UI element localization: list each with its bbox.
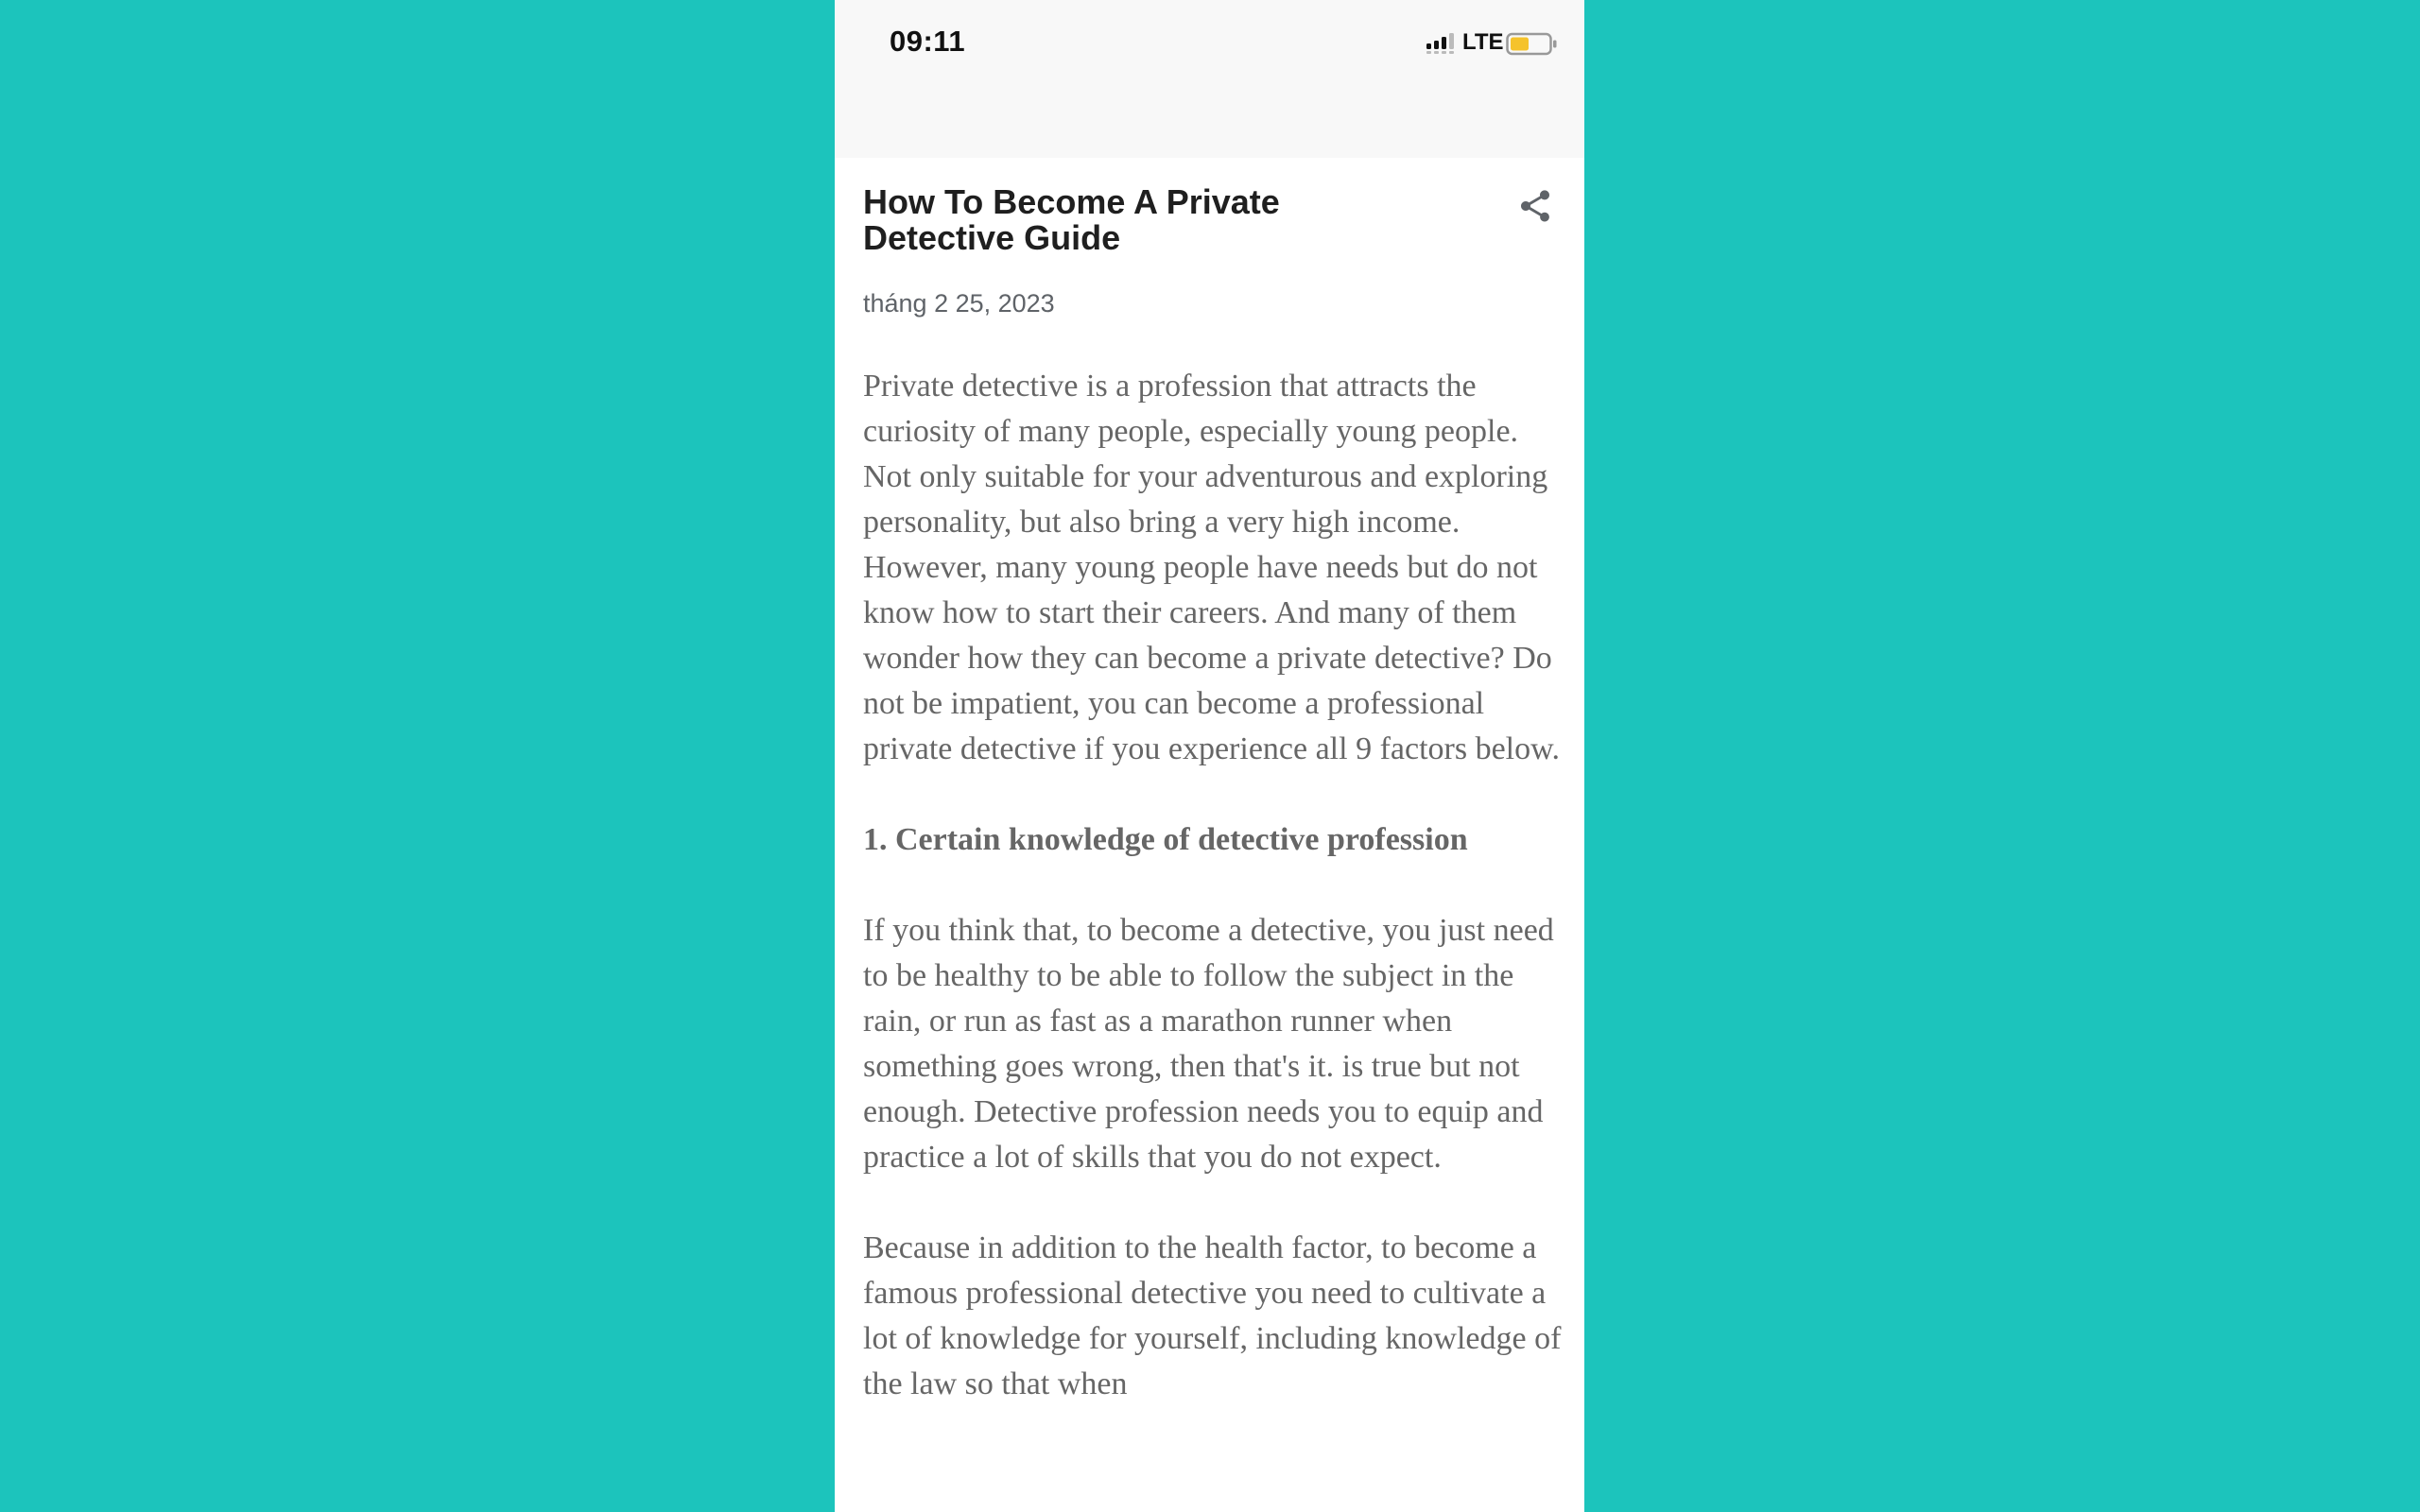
status-bar: [835, 0, 1584, 158]
article-date: tháng 2 25, 2023: [863, 289, 1055, 318]
share-button[interactable]: [1513, 184, 1557, 228]
share-icon: [1516, 187, 1554, 225]
article-paragraph: Private detective is a profession that attracts the curiosity of many people, especially young people. Not only suitable for your adventurous and exploring personality, but also bring a very high income. However, many young people have needs but do not know how to start their careers. And many of them wonder how they can become a private detective? Do not be impatient, you can become a professional private detective if you experience all 9 factors below.: [863, 369, 1560, 766]
article-paragraph: Because in addition to the health factor, to become a famous professional detective you need to cultivate a lot of knowledge for yourself, including knowledge of the law so that when: [863, 1230, 1562, 1401]
cellular-signal-icon: [1426, 30, 1458, 55]
section-heading: 1. Certain knowledge of detective profession: [863, 822, 1468, 857]
phone-screen: [835, 0, 1584, 1512]
status-time: 09:11: [890, 25, 966, 58]
article-title: How To Become A Private Detective Guide: [863, 182, 1280, 257]
article-paragraph: If you think that, to become a detective, you just need to be healthy to be able to follow the subject in the rain, or run as fast as a marathon runner when something goes wrong, then that's it. is true but not enough. Detective profession needs you to equip and practice a lot of skills that you do not expect.: [863, 913, 1554, 1175]
article-body: [863, 364, 1563, 1493]
battery-icon: [1506, 30, 1559, 57]
article-header: [863, 184, 1440, 256]
network-type-label: LTE: [1462, 29, 1504, 55]
bottom-fade: [835, 1479, 1584, 1512]
